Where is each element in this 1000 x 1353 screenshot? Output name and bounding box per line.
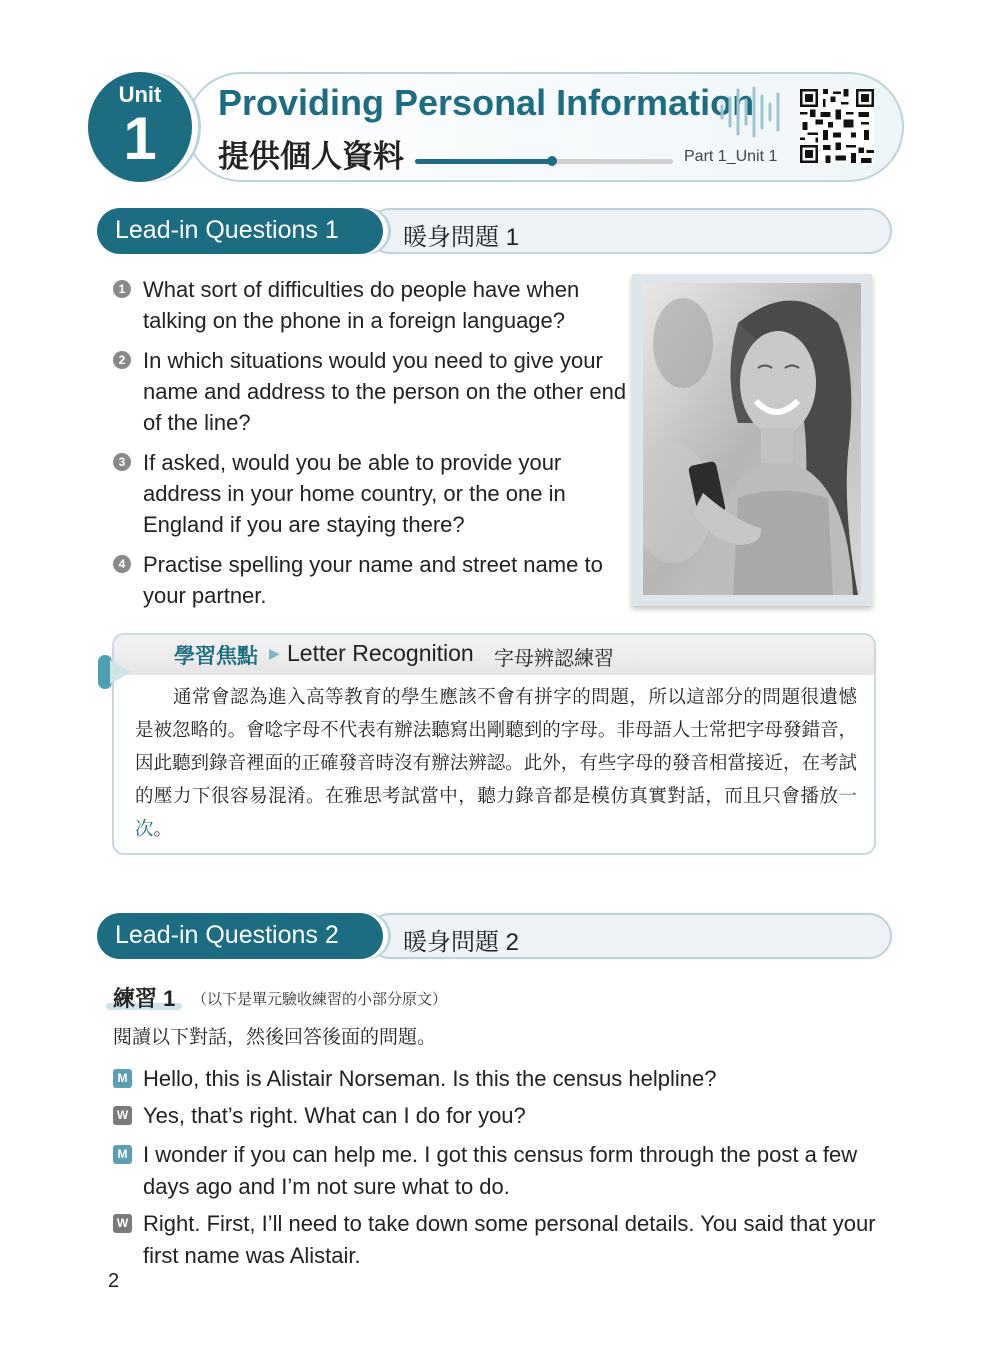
unit-number: 1 bbox=[123, 105, 157, 172]
learning-focus-topic: Letter Recognition bbox=[287, 640, 474, 666]
lead-in-1-header bbox=[97, 208, 892, 254]
triangle-right-icon: ▶ bbox=[269, 645, 280, 661]
question-number-badge: 2 bbox=[113, 351, 131, 369]
exercise-instruction: 閱讀以下對話，然後回答後面的問題。 bbox=[113, 1027, 437, 1048]
question-text: If asked, would you be able to provide your address in your home country, or the one in England if you are staying there? bbox=[143, 450, 566, 537]
page-number: 2 bbox=[108, 1270, 120, 1292]
lead-in-2-header bbox=[97, 913, 892, 959]
audio-progress-knob bbox=[547, 156, 557, 166]
qr-code-icon[interactable] bbox=[800, 89, 874, 163]
learning-focus-text: 通常會認為進入高等教育的學生應該不會有拼字的問題，所以這部分的問題很遺憾是被忽略的。會唸字母不代表有辦法聽寫出剛聽到的字母。非母語人士常把字母發錯音，因此聽到錄音裡面的正確發音時沒有辦法辨認。此外，有些字母的發音相當接近，在考試的壓力下很容易混淆。在雅思考試當中，聽力錄音都是模仿真實對話，而且只會播放 bbox=[135, 686, 857, 806]
focus-tab-arrow bbox=[110, 660, 132, 684]
question-number-badge: 1 bbox=[113, 280, 131, 298]
dialogue-text: Hello, this is Alistair Norseman. Is this the census helpline? bbox=[143, 1066, 717, 1091]
speaker-badge: W bbox=[113, 1106, 132, 1125]
learning-focus-body bbox=[135, 680, 857, 845]
lead-in-1-title-zh: 暖身問題 1 bbox=[403, 224, 520, 251]
sound-wave-icon bbox=[718, 86, 782, 138]
page-title: Providing Personal Information bbox=[218, 82, 755, 123]
speaker-badge: W bbox=[113, 1214, 132, 1233]
learning-focus-text-end: 。 bbox=[153, 818, 173, 839]
dialogue-text: Right. First, I’ll need to take down some personal details. You said that your first name was Alistair. bbox=[143, 1211, 876, 1268]
unit-label: Unit bbox=[118, 82, 162, 107]
dialogue-text: Yes, that’s right. What can I do for you? bbox=[143, 1103, 526, 1128]
question-text: What sort of difficulties do people have when talking on the phone in a foreign language? bbox=[143, 277, 580, 333]
speaker-badge: M bbox=[113, 1069, 132, 1088]
learning-focus-emphasis: 一次 bbox=[135, 785, 857, 839]
woman-with-phone-photo bbox=[643, 283, 861, 595]
learning-focus-topic-zh: 字母辨認練習 bbox=[494, 648, 614, 670]
lead-in-2-title: Lead-in Questions 2 bbox=[115, 921, 339, 949]
lead-in-2-title-zh: 暖身問題 2 bbox=[403, 929, 520, 956]
page-title-zh: 提供個人資料 bbox=[218, 139, 404, 174]
learning-focus-label: 學習焦點 bbox=[174, 645, 258, 668]
lead-in-1-title: Lead-in Questions 1 bbox=[115, 216, 339, 244]
audio-track-label: Part 1_Unit 1 bbox=[684, 148, 778, 165]
question-text: In which situations would you need to give your name and address to the person on the other end of the line? bbox=[143, 348, 627, 435]
audio-progress-bar bbox=[415, 159, 673, 164]
photo-frame bbox=[632, 274, 872, 606]
question-number-badge: 4 bbox=[113, 555, 131, 573]
exercise-note: （以下是單元驗收練習的小部分原文） bbox=[192, 991, 448, 1008]
unit-badge bbox=[88, 72, 192, 182]
question-text: Practise spelling your name and street name to your partner. bbox=[143, 552, 603, 608]
dialogue-text: I wonder if you can help me. I got this census form through the post a few days ago and I’m not sure what to do. bbox=[143, 1142, 858, 1199]
exercise-title: 練習 1 bbox=[113, 986, 176, 1011]
question-number-badge: 3 bbox=[113, 453, 131, 471]
speaker-badge: M bbox=[113, 1145, 132, 1164]
audio-progress-fill bbox=[415, 159, 552, 164]
